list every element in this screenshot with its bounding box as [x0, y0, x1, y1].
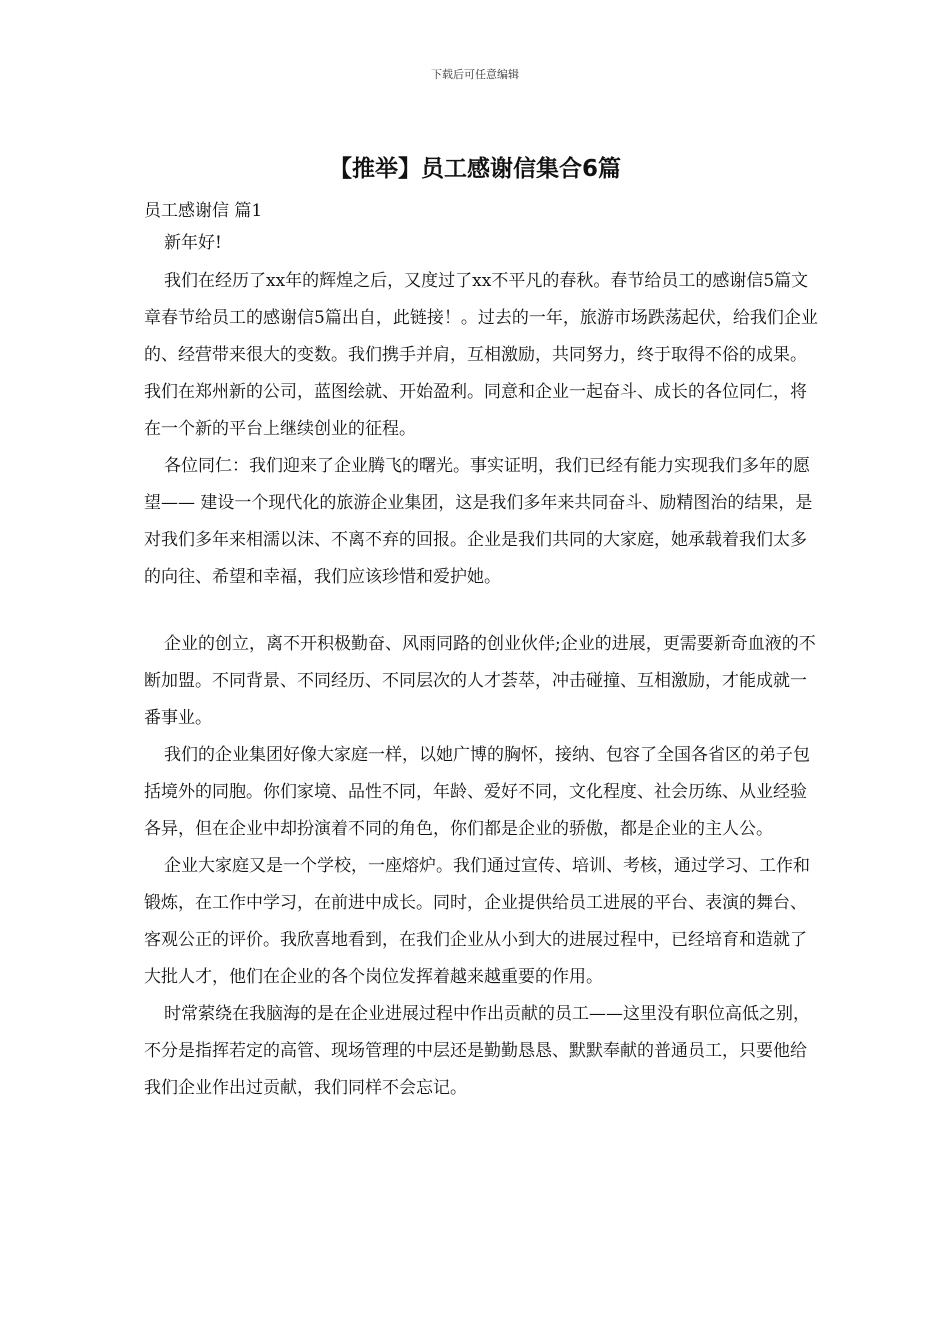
paragraph-2: 各位同仁：我们迎来了企业腾飞的曙光。事实证明，我们已经有能力实现我们多年的愿望—— 建设一个现代化的旅游企业集团，这是我们多年来共同奋斗、励精图治的结果，是对我们多年来相濡以沫、不离不弃的回报。企业是我们共同的大家庭，她承载着我们太多的向往、希望和幸福，我们应该珍惜和爱护她。	[144, 456, 813, 587]
section-label: 员工感谢信 篇1	[144, 201, 263, 221]
paragraph-6: 时常萦绕在我脑海的是在企业进展过程中作出贡献的员工——这里没有职位高低之别，不分是指挥若定的高管、现场管理的中层还是勤勤恳恳、默默奉献的普通员工，只要他给我们企业作出过贡献，我们同样不会忘记。	[144, 1004, 810, 1098]
paragraph-4: 我们的企业集团好像大家庭一样，以她广博的胸怀，接纳、包容了全国各省区的弟子包括境外的同胞。你们家境、品性不同，年龄、爱好不同，文化程度、社会历练、从业经验各异，但在企业中却扮演着不同的角色，你们都是企业的骄傲，都是企业的主人公。	[144, 745, 810, 839]
document-body	[144, 198, 820, 1107]
paragraph-5: 企业大家庭又是一个学校，一座熔炉。我们通过宣传、培训、考核，通过学习、工作和锻炼，在工作中学习，在前进中成长。同时，企业提供给员工进展的平台、表演的舞台、客观公正的评价。我欣喜地看到，在我们企业从小到大的进展过程中，已经培育和造就了大批人才，他们在企业的各个岗位发挥着越来越重要的作用。	[144, 856, 810, 987]
greeting: 新年好!	[164, 233, 222, 253]
paragraph-1: 我们在经历了xx年的辉煌之后，又度过了xx不平凡的春秋。春节给员工的感谢信5篇文章春节给员工的感谢信5篇出自，此链接！。过去的一年，旅游市场跌荡起伏，给我们企业的、经营带来很大的变数。我们携手并肩，互相激励，共同努力，终于取得不俗的成果。我们在郑州新的公司，蓝图绘就、开始盈利。同意和企业一起奋斗、成长的各位同仁，将在一个新的平台上继续创业的征程。	[144, 271, 818, 439]
paragraph-gap	[144, 596, 820, 626]
document-title: 【推举】员工感谢信集合6篇	[328, 156, 621, 182]
header-note: 下载后可任意编辑	[431, 68, 519, 81]
paragraph-3: 企业的创立，离不开积极勤奋、风雨同路的创业伙伴;企业的进展，更需要新奇血液的不断加盟。不同背景、不同经历、不同层次的人才荟萃，冲击碰撞、互相激励，才能成就一番事业。	[144, 634, 816, 728]
